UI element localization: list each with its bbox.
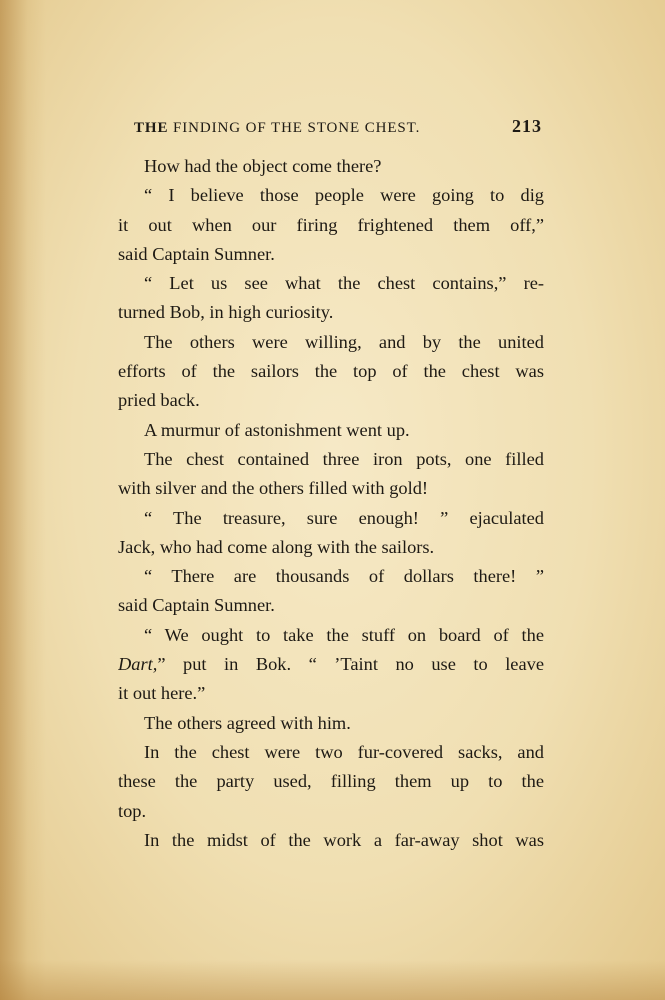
- text-line: How had the object come there?: [144, 156, 382, 176]
- text-line: The others were willing, and by the united: [144, 331, 544, 352]
- text-line: “ I believe those people were going to dig: [144, 185, 544, 206]
- text-line: top.: [118, 800, 147, 821]
- running-title-first-word: THE: [134, 120, 169, 136]
- text-line: In the chest were two fur-covered sacks, and: [144, 741, 544, 762]
- text-line: “ We ought to take the stuff on board of the: [144, 624, 544, 645]
- text-line: with silver and the others filled with gold!: [118, 478, 429, 499]
- text-line: pried back.: [118, 390, 200, 411]
- text-line: these the party used, filling them up to the: [118, 771, 544, 792]
- text-line: The chest contained three iron pots, one filled: [144, 448, 544, 469]
- text-line-rest: ” put in Bok. “ ’Taint no use to leave: [157, 654, 544, 675]
- book-page: [118, 0, 548, 1000]
- running-title: [134, 120, 420, 137]
- running-head: [134, 116, 542, 137]
- text-line: The others agreed with him.: [144, 712, 351, 733]
- page-edge-shadow: [0, 0, 46, 1000]
- text-line: turned Bob, in high curiosity.: [118, 302, 334, 323]
- text-line: it out here.”: [118, 683, 206, 704]
- text-line: Jack, who had come along with the sailors.: [118, 536, 435, 557]
- text-line: said Captain Sumner.: [118, 595, 275, 616]
- body-text: [118, 152, 544, 855]
- text-line: it out when our firing frightened them off,”: [118, 214, 544, 235]
- page-number: 213: [512, 116, 542, 136]
- ship-name: Dart,: [118, 654, 158, 675]
- running-title-rest: FINDING OF THE STONE CHEST.: [168, 120, 421, 136]
- text-line: efforts of the sailors the top of the chest was: [118, 361, 544, 382]
- text-line: said Captain Sumner.: [118, 243, 275, 264]
- text-line: “ There are thousands of dollars there! ”: [144, 566, 544, 587]
- text-line: A murmur of astonishment went up.: [144, 419, 410, 440]
- text-line: “ The treasure, sure enough! ” ejaculated: [144, 507, 544, 528]
- text-line: “ Let us see what the chest contains,” re-: [144, 273, 544, 294]
- text-line: [118, 650, 544, 679]
- text-line: In the midst of the work a far-away shot was: [144, 829, 544, 850]
